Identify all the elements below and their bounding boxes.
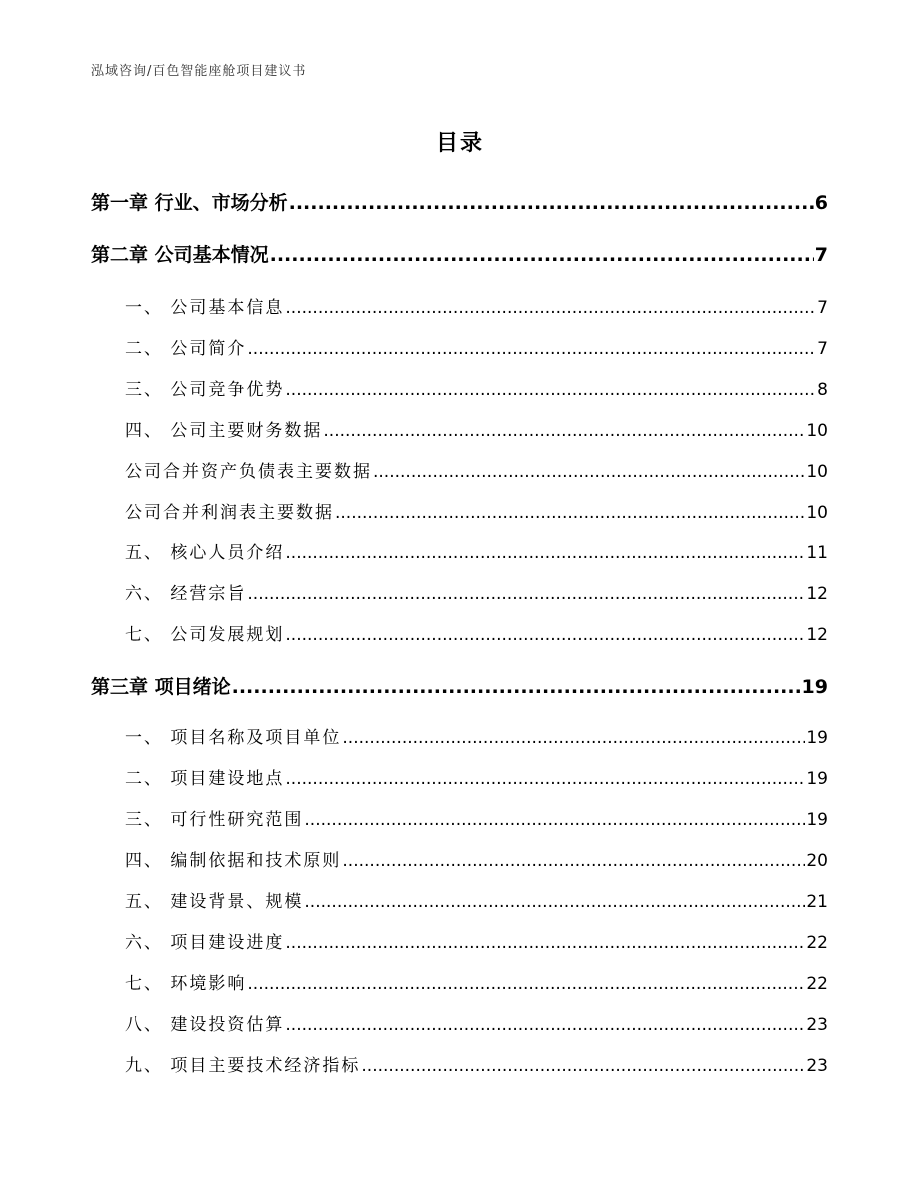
toc-entry-label: 七、 环境影响 [125,974,247,994]
dot-leader [342,728,805,748]
dot-leader [285,625,805,645]
dot-leader [285,769,805,789]
toc-entry-page: 19 [806,769,828,789]
toc-entry[interactable] [125,1010,828,1035]
toc-entry[interactable] [125,969,828,994]
toc-entry[interactable] [125,293,828,318]
toc-entry[interactable] [125,334,828,359]
toc-entry-page: 10 [806,503,828,523]
dot-leader [285,933,805,953]
toc-entry[interactable] [125,375,828,400]
toc-entry[interactable] [125,457,828,482]
toc-entry[interactable] [125,538,828,563]
toc-entry-label: 第二章 公司基本情况 [91,244,269,266]
toc-entry-page: 8 [817,380,828,400]
dot-leader [304,810,805,830]
dot-leader [285,298,816,318]
toc-entry-page: 23 [806,1015,828,1035]
toc-entry-label: 一、 项目名称及项目单位 [125,728,342,748]
toc-entry-page: 7 [817,339,828,359]
dot-leader [232,676,801,698]
toc-entry-page: 12 [806,625,828,645]
toc-entry[interactable] [125,579,828,604]
toc-entry-page: 23 [806,1056,828,1076]
toc-entry[interactable] [125,723,828,748]
toc-entry-page: 10 [806,421,828,441]
toc-entry-label: 四、 编制依据和技术原则 [125,851,342,871]
dot-leader [342,851,805,871]
toc-entry[interactable] [125,620,828,645]
toc-entry-page: 19 [806,728,828,748]
toc-entry-page: 6 [814,192,828,214]
toc-entry-label: 第一章 行业、市场分析 [91,192,288,214]
dot-leader [285,380,816,400]
dot-leader [323,421,805,441]
toc-entry-label: 二、 项目建设地点 [125,769,285,789]
toc-entry-page: 20 [806,851,828,871]
toc-entry[interactable] [125,846,828,871]
toc-entry-label: 三、 可行性研究范围 [125,810,304,830]
toc-entry-page: 7 [814,244,828,266]
toc-entry-label: 公司合并资产负债表主要数据 [125,462,372,482]
dot-leader [247,584,805,604]
toc-entry-page: 19 [801,676,828,698]
toc-entry-label: 五、 核心人员介绍 [125,543,285,563]
dot-leader [270,244,814,266]
toc-entry-label: 公司合并利润表主要数据 [125,503,334,523]
dot-leader [247,974,805,994]
toc-entry-label: 七、 公司发展规划 [125,625,285,645]
toc-entry[interactable] [125,887,828,912]
dot-leader [285,543,805,563]
toc-entry-label: 六、 经营宗旨 [125,584,247,604]
toc-entry-label: 九、 项目主要技术经济指标 [125,1056,361,1076]
toc-entry-page: 10 [806,462,828,482]
dot-leader [304,892,805,912]
toc-entry-page: 7 [817,298,828,318]
toc-entry-label: 二、 公司简介 [125,339,247,359]
toc-entry-page: 11 [806,543,828,563]
dot-leader [335,503,805,523]
running-header: 泓域咨询/百色智能座舱项目建议书 [91,64,307,79]
toc-entry[interactable] [125,764,828,789]
toc-entry[interactable] [125,928,828,953]
toc-entry-label: 一、 公司基本信息 [125,298,285,318]
dot-leader [247,339,816,359]
toc-entry-page: 12 [806,584,828,604]
toc-entry[interactable] [125,498,828,523]
dot-leader [373,462,805,482]
header-divider [91,85,829,86]
toc-entry-label: 三、 公司竞争优势 [125,380,285,400]
dot-leader [361,1056,805,1076]
toc-entry-page: 22 [806,933,828,953]
toc-entry-label: 第三章 项目绪论 [91,676,231,698]
toc-entry[interactable] [125,1051,828,1076]
toc-entry[interactable] [125,805,828,830]
dot-leader [289,192,814,214]
toc-entry-chapter-1[interactable] [91,188,828,215]
toc-entry-chapter-3[interactable] [91,672,828,699]
toc-entry-label: 四、 公司主要财务数据 [125,421,323,441]
toc-entry-page: 19 [806,810,828,830]
toc-entry[interactable] [125,416,828,441]
dot-leader [285,1015,805,1035]
toc-entry-chapter-2[interactable] [91,240,828,267]
toc-entry-label: 五、 建设背景、规模 [125,892,304,912]
toc-entry-page: 22 [806,974,828,994]
toc-entry-label: 八、 建设投资估算 [125,1015,285,1035]
toc-entry-label: 六、 项目建设进度 [125,933,285,953]
toc-entry-page: 21 [806,892,828,912]
toc-title: 目录 [435,131,484,156]
